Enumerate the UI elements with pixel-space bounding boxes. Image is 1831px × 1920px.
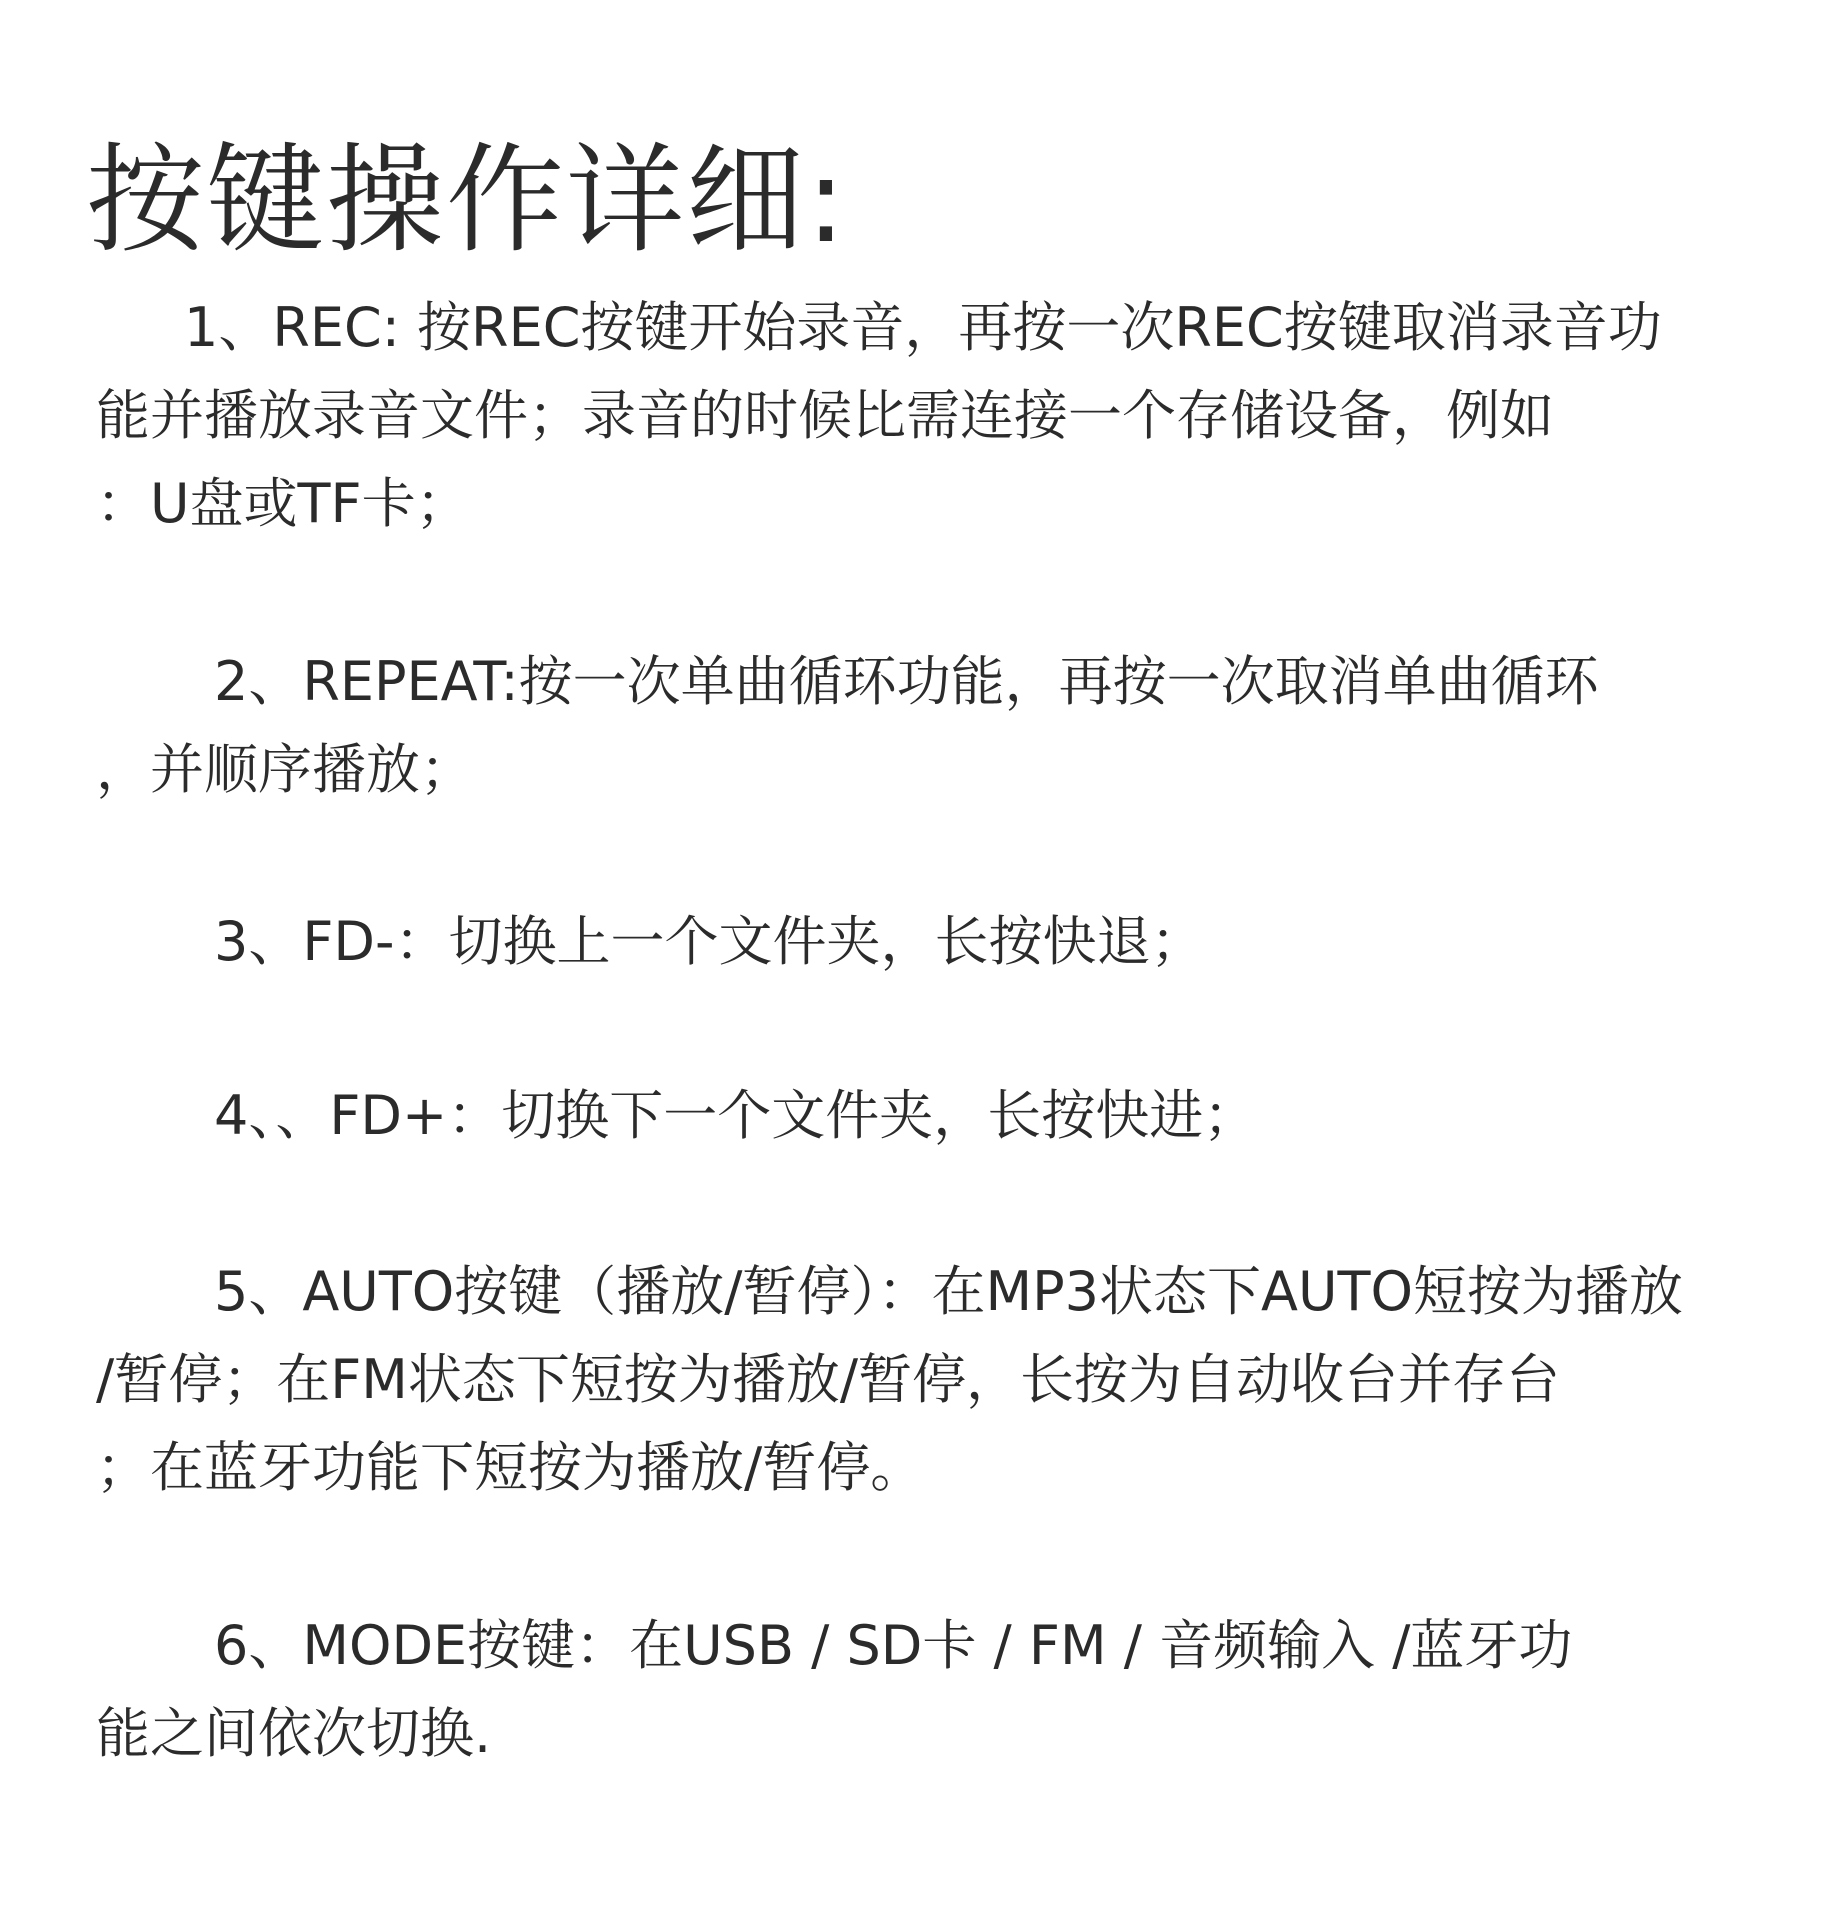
item-line: ：U盘或TF卡； [96, 472, 470, 535]
item-line: 6、MODE按键：在USB / SD卡 / FM / 音频输入 /蓝牙功 [214, 1614, 1573, 1677]
item-rec [96, 284, 1756, 548]
item-fd-minus [96, 898, 1756, 986]
item-line: ，并顺序播放； [96, 738, 474, 801]
item-line: 能并播放录音文件；录音的时候比需连接一个存储设备，例如 [96, 384, 1554, 447]
item-line: 3、FD-：切换上一个文件夹，长按快退； [214, 910, 1205, 973]
page-title: 按键操作详细: [86, 131, 848, 269]
item-line: 2、REPEAT:按一次单曲循环功能，再按一次取消单曲循环 [214, 650, 1599, 713]
item-line: 4、、FD+：切换下一个文件夹，长按快进； [214, 1084, 1258, 1147]
item-mode [96, 1602, 1756, 1778]
item-repeat [96, 638, 1756, 814]
item-line: 1、REC: 按REC按键开始录音，再按一次REC按键取消录音功 [184, 296, 1662, 359]
item-line: 5、AUTO按键（播放/暂停）：在MP3状态下AUTO短按为播放 [214, 1260, 1683, 1323]
item-auto [96, 1248, 1756, 1512]
item-line: /暂停；在FM状态下短按为播放/暂停，长按为自动收台并存台 [96, 1348, 1561, 1411]
item-fd-plus [96, 1072, 1756, 1160]
item-line: 能之间依次切换. [96, 1702, 492, 1765]
item-line: ；在蓝牙功能下短按为播放/暂停。 [96, 1436, 925, 1499]
